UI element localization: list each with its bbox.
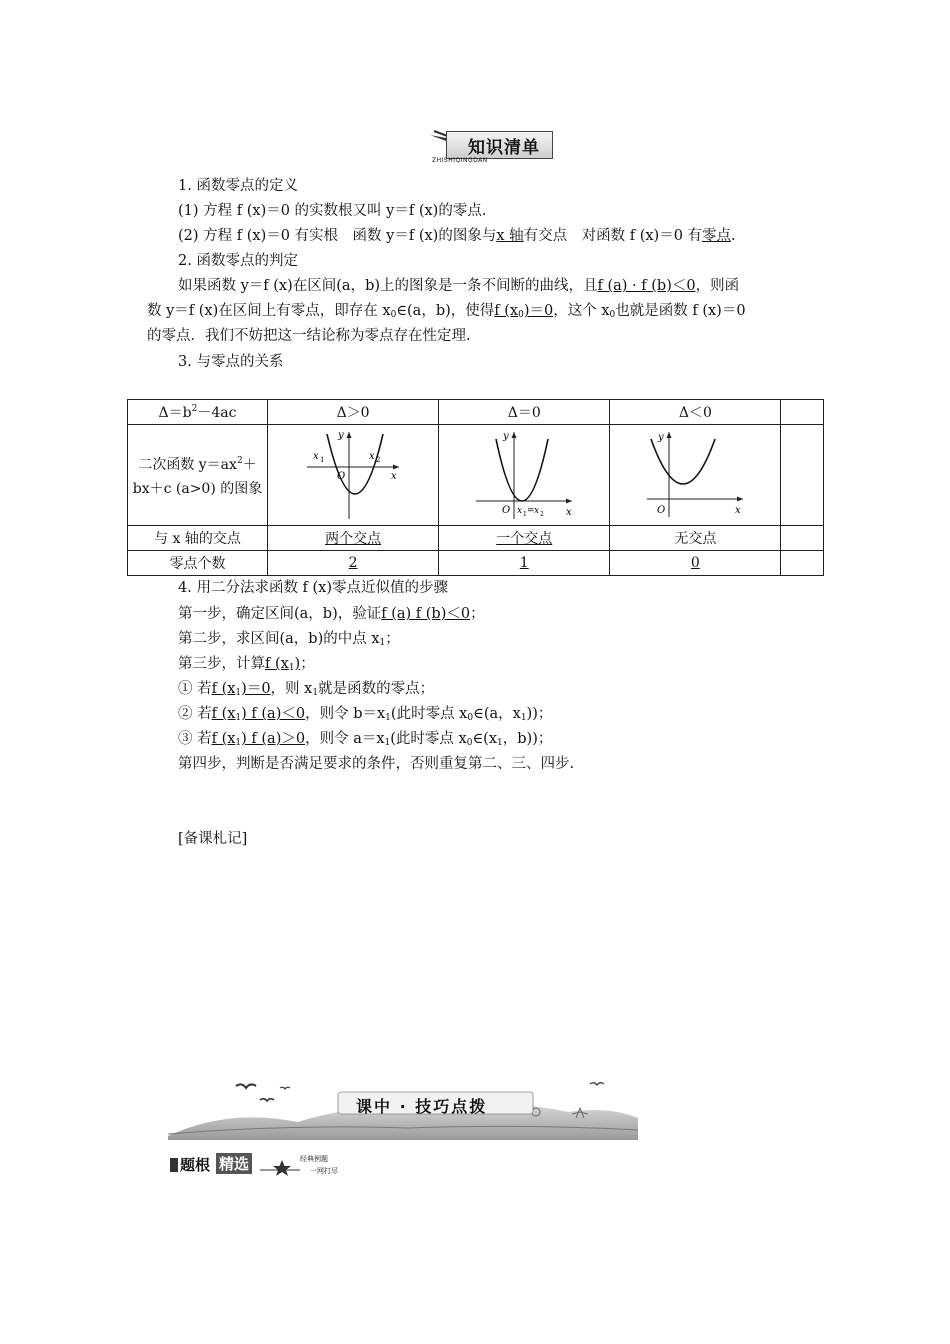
graph-two-roots <box>268 425 439 526</box>
cell-count-1: 1 <box>439 551 610 576</box>
svg-text:x: x <box>517 506 523 516</box>
svg-text:x: x <box>566 507 572 518</box>
svg-text:y: y <box>503 431 509 442</box>
section-banner-knowledge <box>428 127 556 167</box>
banner-marker-icon <box>170 1158 178 1172</box>
lesson-banner-title: 课中 · 技巧点拨 <box>356 1097 488 1116</box>
section-banner-tigen <box>170 1150 400 1180</box>
banner-title: 知识清单 <box>468 138 540 158</box>
sec2-line2: 数 y＝f (x)在区间上有零点，即存在 $x_0\in(a$，b)，使得f $(x_0)=0$，这个 $x_0$也就是函数 f (x)＝0 <box>147 303 746 320</box>
svg-text:x: x <box>369 451 375 462</box>
tigen-title-b: 精选 <box>216 1153 252 1174</box>
sec2-line1: 如果函数 y＝f (x)在区间(a，b)上的图象是一条不间断的曲线，且f (a) · f (b)＜0，则函 <box>178 278 740 294</box>
header-negative: Δ＜0 <box>610 400 781 425</box>
svg-text:O: O <box>337 471 346 482</box>
heading-3: 3. 与零点的关系 <box>178 354 284 370</box>
table-row <box>128 400 824 425</box>
sec1-p2: (2) 方程 f (x)＝0 有实根 函数 y＝f (x)的图象与x 轴有交点 对函数 f (x)＝0 有零点. <box>178 228 736 244</box>
svg-text:O: O <box>657 505 666 516</box>
svg-text:y: y <box>338 430 344 441</box>
row-label-intersections: 与 x 轴的交点 <box>128 526 268 551</box>
header-positive: Δ＞0 <box>268 400 439 425</box>
graph-one-root <box>439 425 610 526</box>
star-line-icon <box>260 1156 300 1176</box>
empty-cell <box>781 425 824 526</box>
svg-text:2: 2 <box>540 511 545 518</box>
heading-4: 4. 用二分法求函数 f (x)零点近似值的步骤 <box>178 580 449 596</box>
cell-one-intersection: 一个交点 <box>439 526 610 551</box>
case-3: ③ 若f $(x_1)$ f (a)＞0，则令 $a=x_1$(此时零点 $x_0\in(x_1$，b))； <box>178 731 553 748</box>
section-banner-lesson <box>168 1078 638 1153</box>
parabola-no-root-icon <box>643 429 747 521</box>
step-4: 第四步，判断是否满足要求的条件，否则重复第二、三、四步. <box>178 756 575 772</box>
empty-cell <box>781 526 824 551</box>
table-row <box>128 526 824 551</box>
notes-label: [备课札记] <box>178 831 248 847</box>
sec1-p1: (1) 方程 f (x)＝0 的实数根又叫 y＝f (x)的零点. <box>178 203 487 219</box>
cell-two-intersections: 两个交点 <box>268 526 439 551</box>
svg-text:x: x <box>391 471 397 482</box>
cell-count-2: 2 <box>268 551 439 576</box>
svg-text:=: = <box>527 506 535 516</box>
parabola-two-roots-icon <box>303 429 403 521</box>
header-zero: Δ＝0 <box>439 400 610 425</box>
svg-text:O: O <box>502 505 511 516</box>
tigen-small-2: 一网打尽 <box>310 1167 338 1175</box>
cell-no-intersection: 无交点 <box>610 526 781 551</box>
svg-text:x: x <box>735 505 741 516</box>
case-1: ① 若f $(x_1)=0$，则 $x_1$就是函数的零点； <box>178 681 435 698</box>
step-3: 第三步，计算f $(x_1)$； <box>178 656 315 673</box>
heading-1: 1. 函数零点的定义 <box>178 178 298 194</box>
case-2: ② 若f $(x_1)$ f (a)＜0，则令 $b=x_1$(此时零点 $x_0\in(a$，$x_1$))； <box>178 706 553 723</box>
heading-2: 2. 函数零点的判定 <box>178 253 298 269</box>
row-label-zero-count: 零点个数 <box>128 551 268 576</box>
sec2-line3: 的零点．我们不妨把这一结论称为零点存在性定理. <box>147 328 471 344</box>
table-row <box>128 551 824 576</box>
zero-relation-table <box>127 399 824 576</box>
svg-text:1: 1 <box>320 456 325 464</box>
tigen-title-a: 题根 <box>180 1156 211 1174</box>
header-discriminant: $\Delta=b^2-4ac$ <box>128 400 268 425</box>
cell-count-0: 0 <box>610 551 781 576</box>
svg-text:x: x <box>313 451 319 462</box>
empty-cell <box>781 551 824 576</box>
svg-text:y: y <box>658 432 665 443</box>
step-2: 第二步，求区间(a，b)的中点 $x_1$； <box>178 631 400 648</box>
step-1: 第一步，确定区间(a，b)，验证f (a) f (b)＜0； <box>178 606 485 622</box>
table-row <box>128 425 824 526</box>
banner-subtitle: ZHISHIQINGDAN <box>432 157 488 164</box>
row-label-graph: 二次函数 $y=ax^2+$ bx＋c (a>0) 的图象 <box>128 425 268 526</box>
svg-text:x: x <box>534 506 540 516</box>
svg-text:1: 1 <box>523 511 528 518</box>
svg-text:2: 2 <box>376 456 381 464</box>
graph-no-root <box>610 425 781 526</box>
empty-cell <box>781 400 824 425</box>
parabola-one-root-icon <box>472 429 576 521</box>
tigen-small-1: 经典例题 <box>300 1155 328 1163</box>
